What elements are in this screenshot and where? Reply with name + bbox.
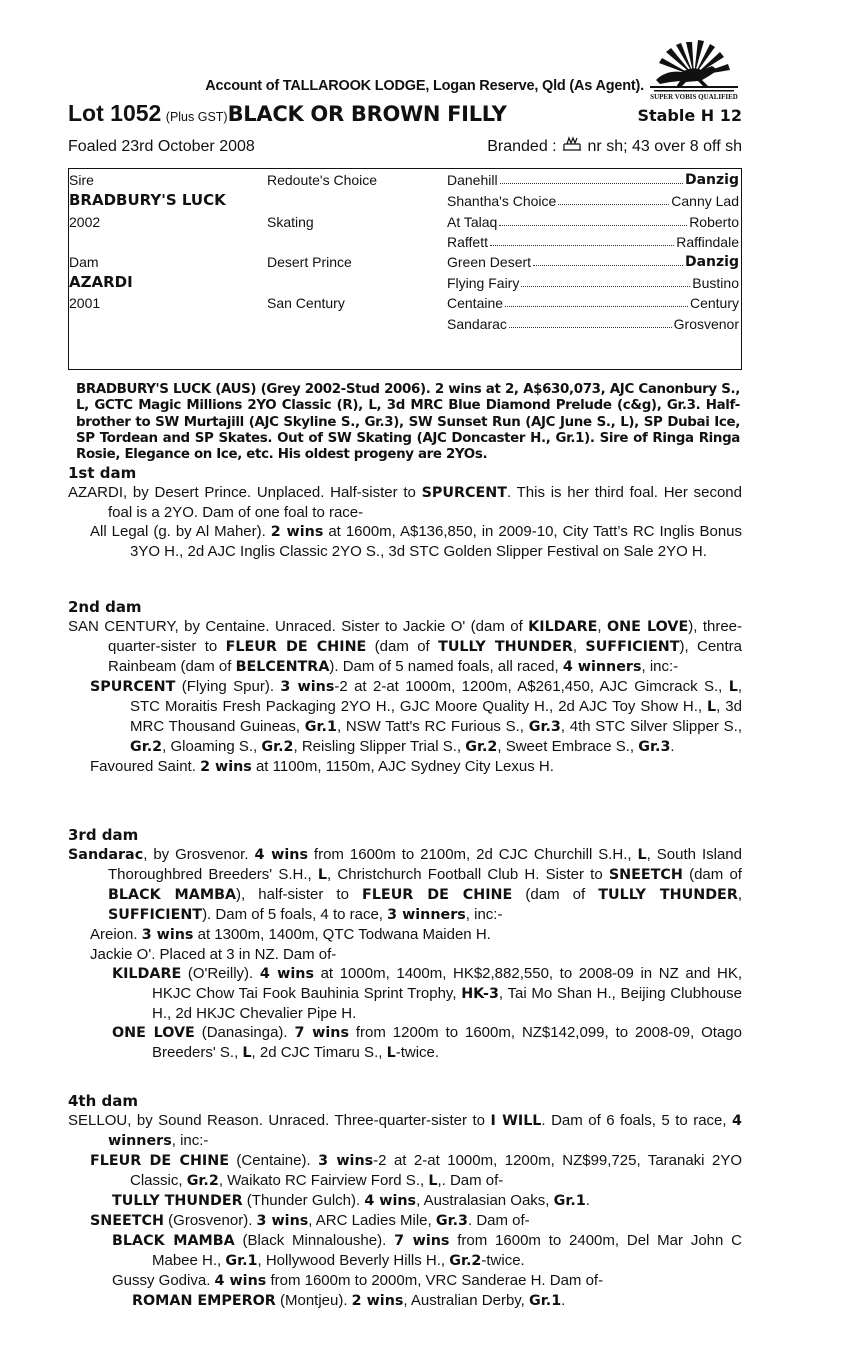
text-run: , STC Moraitis Fresh Packaging 2YO H., GJC Moore Quality H., 2d AJC Toy Show H., — [130, 678, 743, 715]
text-run: -twice. — [395, 1044, 440, 1061]
dam-dam: San Century — [267, 295, 345, 311]
text-run: -2 at 2-at 1000m, 1200m, NZ$99,725, Taranaki 2YO Classic, — [130, 1152, 742, 1189]
text-run: , South Island Thoroughbred Breeders' S.H., — [108, 846, 742, 883]
bold-term: L — [317, 867, 328, 883]
progeny-entry — [68, 1231, 742, 1271]
text-run: , Waikato RC Fairview Ford S., — [218, 1172, 429, 1189]
text-run: (Black Minnaloushe). — [234, 1232, 395, 1249]
bold-term: FLEUR DE CHINE — [225, 639, 367, 655]
sire-sire: Redoute's Choice — [267, 172, 378, 188]
progeny-entry — [68, 1211, 742, 1231]
bold-term: SNEETCH — [90, 1213, 165, 1229]
bold-term: Gr.3 — [528, 719, 561, 735]
bold-term: L — [728, 679, 738, 695]
brand-info — [487, 136, 742, 156]
text-run: . — [585, 1192, 590, 1209]
bold-term: FLEUR DE CHINE — [90, 1153, 229, 1169]
text-run: from 1200m to 1600m, NZ$142,099, to 2008-09, Otago Breeders' S., — [152, 1024, 742, 1061]
dot-leader — [500, 172, 683, 184]
text-run: , inc:- — [641, 658, 679, 675]
third-gen-dam: Centaine — [447, 295, 504, 311]
progeny-entry — [68, 1271, 742, 1291]
bold-term: 4 wins — [254, 847, 308, 863]
text-run: (dam of — [512, 886, 599, 903]
text-run: , Australian Derby, — [403, 1292, 530, 1309]
text-run: at 1000m, 1400m, HK$2,882,550, to 2008-09 in NZ and HK, HKJC Chow Tai Fook Bauhinia Sprint Trophy, — [152, 965, 742, 1002]
progeny-entry — [68, 677, 742, 757]
bold-term: L — [707, 699, 717, 715]
dam-label: Dam — [69, 254, 99, 270]
bold-term: Gr.3 — [638, 739, 671, 755]
bold-term: 4 winners — [108, 1113, 742, 1149]
bold-term: Gr.2 — [130, 739, 163, 755]
third-gen-row — [447, 214, 739, 230]
third-gen-dam: Raffett — [447, 234, 488, 250]
progeny-entry — [68, 945, 742, 964]
text-run: (Centaine). — [228, 1152, 319, 1169]
text-run: AZARDI, by Desert Prince. Unplaced. Half-sister to — [68, 484, 422, 501]
bold-term: BLACK MAMBA — [112, 1233, 235, 1249]
text-run: . Dam of 6 foals, 5 to race, — [541, 1112, 733, 1129]
bold-term: Gr.2 — [449, 1253, 482, 1269]
bold-term: I WILL — [490, 1113, 542, 1129]
text-run: , 2d CJC Timaru S., — [251, 1044, 387, 1061]
dot-leader — [490, 234, 674, 246]
dot-leader — [558, 193, 669, 205]
text-run: . Dam of- — [467, 1212, 530, 1229]
bold-term: SUFFICIENT — [108, 907, 203, 923]
text-run: , Sweet Embrace S., — [497, 738, 639, 755]
dot-leader — [509, 316, 672, 328]
dot-leader — [499, 214, 687, 226]
bold-term: L — [386, 1045, 396, 1061]
bold-term: Gr.2 — [465, 739, 498, 755]
bold-term: L — [428, 1173, 438, 1189]
text-run: Jackie O'. Placed at 3 in NZ. Dam of- — [90, 946, 337, 963]
third-gen-dam: Green Desert — [447, 254, 532, 270]
bold-term: 3 winners — [387, 907, 466, 923]
third-dam-heading: 3rd dam — [68, 826, 139, 844]
third-gen-sire: Raffindale — [676, 234, 739, 250]
third-gen-row — [447, 172, 739, 188]
brand-label: Branded : — [487, 138, 557, 155]
bold-term: 3 wins — [141, 927, 194, 943]
text-run: (O'Reilly). — [181, 965, 260, 982]
bold-term: 2 wins — [200, 759, 252, 775]
pedigree-table — [68, 168, 742, 370]
sire-dam: Skating — [267, 214, 314, 230]
dam-year: 2001 — [69, 295, 101, 311]
text-run: , Australasian Oaks, — [416, 1192, 554, 1209]
vendor-account: Account of TALLAROOK LODGE, Logan Reserve, Qld (As Agent). — [205, 78, 644, 94]
text-run: , 4th STC Silver Slipper S., — [560, 718, 742, 735]
text-run: , — [737, 886, 743, 903]
bold-term: KILDARE — [528, 619, 598, 635]
text-run: , 3d MRC Thousand Guineas, — [130, 698, 742, 735]
text-run: (Montjeu). — [275, 1292, 352, 1309]
text-run: (dam of — [366, 638, 439, 655]
dot-leader — [521, 275, 690, 287]
text-run: ). Dam of 5 foals, 4 to race, — [202, 906, 388, 923]
bold-term: KILDARE — [112, 966, 182, 982]
progeny-entry — [68, 757, 742, 777]
text-run: , — [572, 638, 586, 655]
text-run: Gussy Godiva. — [112, 1272, 215, 1289]
bold-term: Gr.3 — [435, 1213, 468, 1229]
bold-term: 4 winners — [562, 659, 642, 675]
bold-term: L — [242, 1045, 252, 1061]
text-run: , by Grosvenor. — [143, 846, 255, 863]
bold-term: TULLY THUNDER — [112, 1193, 243, 1209]
third-gen-sire: Grosvenor — [673, 316, 739, 332]
lot-number: Lot 1052 — [68, 100, 162, 126]
bold-term: 3 wins — [318, 1153, 374, 1169]
bold-term: 4 wins — [259, 966, 314, 982]
brand-mark-icon — [561, 136, 583, 152]
fourth-dam-section — [68, 1092, 742, 1311]
bold-term: ONE LOVE — [606, 619, 689, 635]
text-run: SELLOU, by Sound Reason. Unraced. Three-quarter-sister to — [68, 1112, 491, 1129]
first-dam-section — [68, 464, 742, 561]
third-gen-dam: At Talaq — [447, 214, 498, 230]
brand-text: nr sh; 43 over 8 off sh — [587, 138, 742, 155]
first-dam-heading: 1st dam — [68, 464, 137, 482]
progeny-entry — [68, 925, 742, 945]
bold-term: 3 wins — [280, 679, 335, 695]
bold-term: 2 wins — [351, 1293, 404, 1309]
third-gen-sire: Roberto — [689, 214, 739, 230]
text-run: (Grosvenor). — [164, 1212, 257, 1229]
progeny-entry — [68, 964, 742, 1023]
bold-term: SPURCENT — [421, 485, 507, 501]
text-run: (dam of — [682, 866, 742, 883]
third-gen-sire: Bustino — [692, 275, 739, 291]
sire-note: BRADBURY'S LUCK (AUS) (Grey 2002-Stud 2006). 2 wins at 2, A$630,073, AJC Canonbury S., L, GCTC Magic Millions 2YO Classic (R), L, 3d MRC Blue Diamond Prelude (c&g), Gr.3. Half-brother to SW Murtajill (AJC Skyline S., Gr.3), SW Sunset Run (AJC June S., L), SP Dubai Ice, SP Tordean and SP Skates. Out of SW Skating (AJC Doncaster H., Gr.1). Sire of Ringa Ringa Rosie, Elegance on Ice, etc. His oldest progeny are 2YOs. — [76, 382, 740, 463]
dam-name: AZARDI — [69, 273, 133, 291]
text-run: . — [670, 738, 675, 755]
text-run: All Legal (g. by Al Maher). — [90, 523, 271, 540]
foaled-date: Foaled 23rd October 2008 — [68, 138, 255, 155]
dam-sire: Desert Prince — [267, 254, 352, 270]
text-run: , Christchurch Football Club H. Sister to — [327, 866, 609, 883]
sire-name: BRADBURY'S LUCK — [69, 191, 226, 209]
text-run: -2 at 2-at 1000m, 1200m, A$261,450, AJC Gimcrack S., — [334, 678, 729, 695]
third-gen-row — [447, 316, 739, 332]
lot-title-line — [68, 100, 742, 128]
text-run: , Gloaming S., — [162, 738, 262, 755]
text-run: ), half-sister to — [236, 886, 363, 903]
text-run: . This is her third foal. Her second foal is a 2YO. Dam of one foal to race- — [108, 484, 742, 521]
dam-paragraph — [68, 845, 742, 925]
bold-term: TULLY THUNDER — [598, 887, 738, 903]
bold-term: HK-3 — [461, 986, 499, 1002]
third-gen-dam: Danehill — [447, 172, 498, 188]
bold-term: ROMAN EMPEROR — [132, 1293, 276, 1309]
bold-term: 3 wins — [256, 1213, 309, 1229]
bold-term: 4 wins — [364, 1193, 417, 1209]
text-run: at 1600m, A$136,850, in 2009-10, City Tatt’s RC Inglis Bonus 3YO H., 2d AJC Inglis Classic 2YO S., 3d STC Golden Slipper Festival on Sale 2YO H. — [130, 523, 742, 560]
text-run: at 1300m, 1400m, QTC Todwana Maiden H. — [193, 926, 491, 943]
text-run: ,. Dam of- — [437, 1172, 504, 1189]
lot-title: BLACK OR BROWN FILLY — [227, 102, 507, 126]
text-run: (Flying Spur). — [175, 678, 281, 695]
text-run: , inc:- — [465, 906, 503, 923]
text-run: (Danasinga). — [194, 1024, 295, 1041]
second-dam-section — [68, 598, 742, 777]
sire-year: 2002 — [69, 214, 101, 230]
dam-paragraph — [68, 1111, 742, 1151]
bold-term: Gr.1 — [553, 1193, 586, 1209]
dot-leader — [505, 295, 688, 307]
progeny-entry — [68, 1023, 742, 1063]
dam-paragraph — [68, 483, 742, 522]
text-run: , Tai Mo Shan H., Beijing Clubhouse H., 2d HKJC Chevalier Pipe H. — [152, 985, 742, 1022]
text-run: , NSW Tatt's RC Furious S., — [336, 718, 529, 735]
bold-term: 7 wins — [294, 1025, 349, 1041]
fourth-dam-heading: 4th dam — [68, 1092, 138, 1110]
text-run: at 1100m, 1150m, AJC Sydney City Lexus H. — [251, 758, 554, 775]
third-gen-sire: Danzig — [684, 172, 739, 188]
bold-term: SPURCENT — [90, 679, 176, 695]
text-run: SAN CENTURY, by Centaine. Unraced. Sister to Jackie O' (dam of — [68, 618, 529, 635]
third-gen-sire: Danzig — [684, 254, 739, 270]
stable-number: Stable H 12 — [637, 106, 742, 125]
third-gen-dam: Shantha's Choice — [447, 193, 557, 209]
bold-term: L — [637, 847, 647, 863]
bold-term: FLEUR DE CHINE — [362, 887, 513, 903]
bold-term: BLACK MAMBA — [108, 887, 237, 903]
gst-note: (Plus GST) — [165, 110, 228, 124]
dam-paragraph — [68, 617, 742, 677]
dot-leader — [533, 254, 683, 266]
bold-term: BELCENTRA — [235, 659, 330, 675]
third-gen-sire: Canny Lad — [671, 193, 739, 209]
text-run: , inc:- — [171, 1132, 209, 1149]
sire-label: Sire — [69, 172, 94, 188]
text-run: , Hollywood Beverly Hills H., — [257, 1252, 450, 1269]
text-run: , Reisling Slipper Trial S., — [293, 738, 466, 755]
bold-term: TULLY THUNDER — [438, 639, 573, 655]
bold-term: SNEETCH — [608, 867, 683, 883]
progeny-entry — [68, 1191, 742, 1211]
third-gen-sire: Century — [689, 295, 739, 311]
third-dam-section — [68, 826, 742, 1063]
third-gen-row — [447, 275, 739, 291]
text-run: . — [561, 1292, 566, 1309]
text-run: from 1600m to 2100m, 2d CJC Churchill S.H., — [307, 846, 638, 863]
text-run: ), Centra Rainbeam (dam of — [108, 638, 743, 675]
bold-term: SUFFICIENT — [585, 639, 680, 655]
text-run: -twice. — [481, 1252, 525, 1269]
bold-term: Gr.2 — [186, 1173, 219, 1189]
bold-term: Gr.2 — [261, 739, 294, 755]
third-gen-row — [447, 193, 739, 209]
text-run: , — [597, 618, 607, 635]
text-run: Favoured Saint. — [90, 758, 201, 775]
bold-term: 7 wins — [394, 1233, 450, 1249]
text-run: Areion. — [90, 926, 142, 943]
text-run: from 1600m to 2000m, VRC Sanderae H. Dam of- — [266, 1272, 604, 1289]
progeny-entry — [68, 522, 742, 561]
third-gen-dam: Sandarac — [447, 316, 507, 332]
bold-term: Sandarac — [68, 847, 144, 863]
progeny-entry — [68, 1151, 742, 1191]
text-run: from 1600m to 2400m, Del Mar John C Mabee H., — [152, 1232, 742, 1269]
text-run: ), three-quarter-sister to — [108, 618, 743, 655]
third-gen-row — [447, 295, 739, 311]
text-run: ). Dam of 5 named foals, all raced, — [329, 658, 563, 675]
progeny-entry — [68, 1291, 742, 1311]
bold-term: ONE LOVE — [112, 1025, 195, 1041]
bold-term: Gr.1 — [225, 1253, 258, 1269]
logo-caption: SUPER VOBIS QUALIFIED — [650, 93, 738, 100]
third-gen-row — [447, 234, 739, 250]
third-gen-row — [447, 254, 739, 270]
text-run: , ARC Ladies Mile, — [308, 1212, 436, 1229]
text-run: (Thunder Gulch). — [242, 1192, 365, 1209]
second-dam-heading: 2nd dam — [68, 598, 142, 616]
super-vobis-logo — [646, 36, 742, 100]
bold-term: 2 wins — [270, 524, 324, 540]
bold-term: 4 wins — [214, 1273, 267, 1289]
bold-term: Gr.1 — [529, 1293, 562, 1309]
bold-term: Gr.1 — [304, 719, 337, 735]
third-gen-dam: Flying Fairy — [447, 275, 520, 291]
